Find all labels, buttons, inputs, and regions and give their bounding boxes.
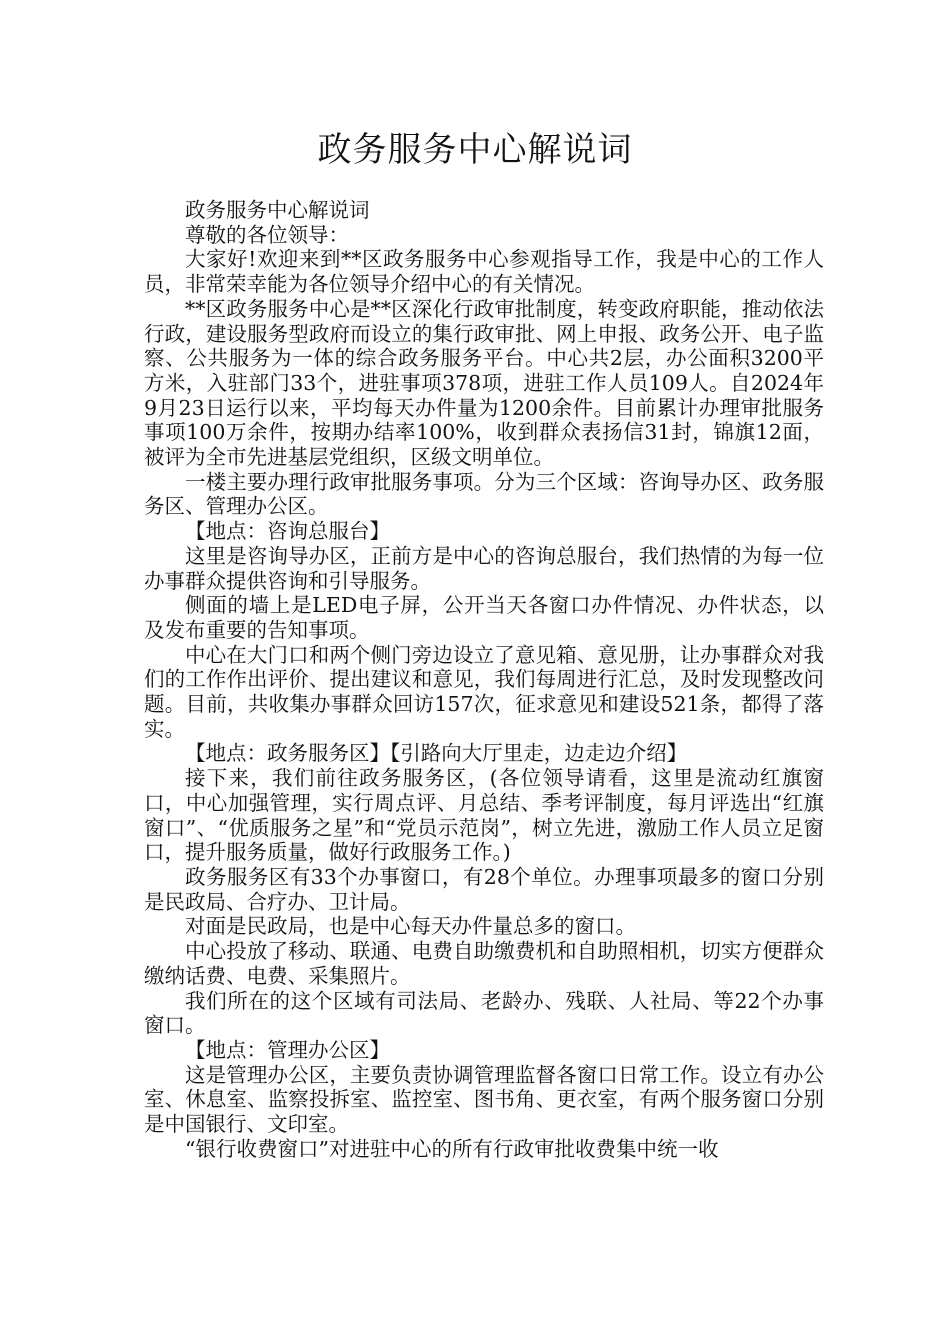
document-body	[144, 198, 824, 1161]
document-title: 政务服务中心解说词	[317, 130, 633, 170]
paragraph: 接下来，我们前往政务服务区，(各位领导请看，这里是流动红旗窗口，中心加强管理，实行周点评、月总结、季考评制度，每月评选出“红旗窗口”、“优质服务之星”和“党员示范岗”，树立先进，激励工作人员立足窗口，提升服务质量，做好行政服务工作。)	[144, 766, 824, 865]
location-note: 【地点：咨询总服台】	[185, 519, 390, 544]
paragraph: 中心投放了移动、联通、电费自助缴费机和自助照相机，切实方便群众缴纳话费、电费、采集照片。	[144, 939, 824, 988]
paragraph: 这里是咨询导办区，正前方是中心的咨询总服台，我们热情的为每一位办事群众提供咨询和引导服务。	[144, 543, 824, 593]
paragraph: **区政务服务中心是**区深化行政审批制度，转变政府职能，推动依法行政，建设服务型政府而设立的集行政审批、网上申报、政务公开、电子监察、公共服务为一体的综合政务服务平台。中心共2层，办公面积3200平方米，入驻部门33个，进驻事项378项，进驻工作人员109人。自2024年9月23日运行以来，平均每天办件量为1200余件。目前累计办理审批服务事项100万余件，按期办结率100%，收到群众表扬信31封，锦旗12面，被评为全市先进基层党组织，区级文明单位。	[144, 296, 824, 470]
paragraph: 这是管理办公区，主要负责协调管理监督各窗口日常工作。设立有办公室、休息室、监察投拆室、监控室、图书角、更衣室，有两个服务窗口分别是中国银行、文印室。	[144, 1062, 824, 1137]
paragraph: “银行收费窗口”对进驻中心的所有行政审批收费集中统一收	[185, 1136, 719, 1161]
paragraph: 一楼主要办理行政审批服务事项。分为三个区域：咨询导办区、政务服务区、管理办公区。	[144, 469, 824, 519]
paragraph: 大家好!欢迎来到**区政务服务中心参观指导工作，我是中心的工作人员，非常荣幸能为各位领导介绍中心的有关情况。	[144, 247, 824, 297]
location-note: 【地点：政务服务区】【引路向大厅里走，边走边介绍】	[185, 741, 688, 766]
paragraph: 我们所在的这个区域有司法局、老龄办、残联、人社局、等22个办事窗口。	[144, 988, 824, 1038]
paragraph: 侧面的墙上是LED电子屏，公开当天各窗口办件情况、办件状态，以及发布重要的告知事项。	[144, 593, 824, 642]
paragraph: 政务服务区有33个办事窗口，有28个单位。办理事项最多的窗口分别是民政局、合疗办、卫计局。	[144, 864, 824, 914]
location-note: 【地点：管理办公区】	[185, 1037, 390, 1062]
paragraph-salutation: 尊敬的各位领导：	[185, 222, 349, 247]
paragraph-subtitle: 政务服务中心解说词	[185, 198, 370, 222]
paragraph: 中心在大门口和两个侧门旁边设立了意见箱、意见册，让办事群众对我们的工作作出评价、提出建议和意见，我们每周进行汇总，及时发现整改问题。目前，共收集办事群众回访157次，征求意见和建设521条，都得了落实。	[144, 642, 824, 741]
paragraph: 对面是民政局，也是中心每天办件量总多的窗口。	[185, 914, 636, 939]
